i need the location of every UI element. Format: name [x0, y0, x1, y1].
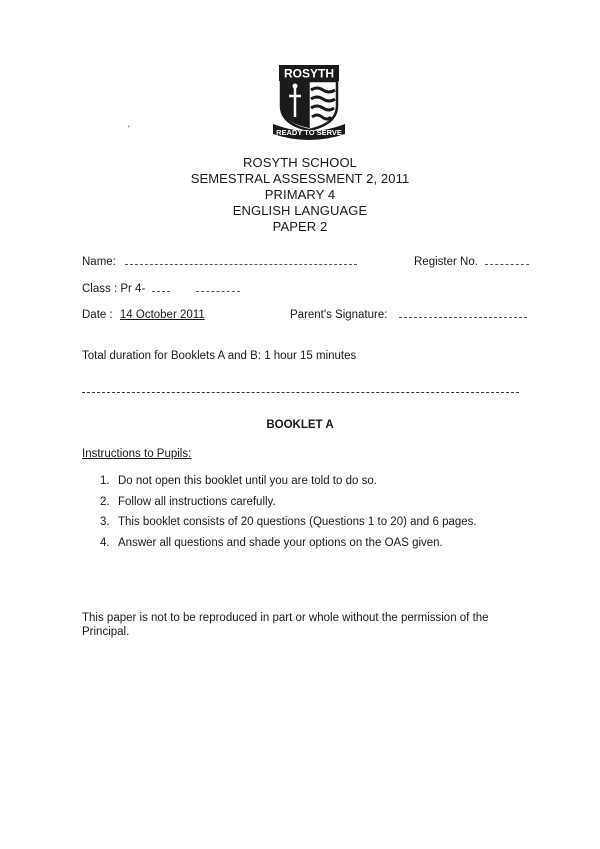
stray-mark: ': [128, 124, 130, 134]
title-block: [0, 155, 600, 235]
school-crest-logo: [271, 62, 347, 140]
subject-title: ENGLISH LANGUAGE: [232, 203, 368, 218]
name-field[interactable]: [125, 256, 357, 265]
signature-field[interactable]: [399, 309, 527, 318]
instruction-number: 1.: [100, 475, 110, 487]
instruction-text: Follow all instructions carefully.: [118, 495, 276, 508]
section-divider: [82, 392, 519, 393]
instruction-text: Do not open this booklet until you are told to do so.: [118, 475, 377, 487]
level-title: PRIMARY 4: [264, 187, 336, 202]
instruction-item: [100, 536, 477, 557]
crest-motto: READY TO SERVE: [276, 128, 342, 137]
instruction-number: 2.: [100, 495, 110, 508]
school-name: ROSYTH SCHOOL: [243, 155, 357, 170]
assessment-title: SEMESTRAL ASSESSMENT 2, 2011: [190, 171, 410, 186]
register-field[interactable]: [485, 256, 529, 265]
name-row: [82, 256, 357, 268]
register-row: [414, 256, 529, 268]
instruction-number: 3.: [100, 516, 110, 528]
name-label: Name:: [82, 256, 116, 268]
copyright-notice: This paper is not to be reproduced in part or whole without the permission of the Principal.: [82, 612, 489, 638]
register-label: Register No.: [414, 256, 478, 268]
instructions-heading: Instructions to Pupils:: [82, 448, 192, 460]
date-value: 14 October 2011: [119, 309, 205, 321]
signature-label: Parent's Signature:: [290, 309, 388, 321]
class-teacher-field[interactable]: [196, 283, 240, 292]
instruction-item: [100, 515, 477, 536]
date-label: Date :: [82, 309, 113, 321]
instruction-text: This booklet consists of 20 questions (Questions 1 to 20) and 6 pages.: [118, 516, 477, 528]
instruction-number: 4.: [100, 536, 110, 549]
instructions-list: [100, 474, 477, 556]
class-row: [82, 283, 240, 295]
date-row: [82, 309, 205, 321]
duration-text: Total duration for Booklets A and B: 1 hour 15 minutes: [82, 350, 357, 362]
paper-title: PAPER 2: [272, 219, 328, 234]
instruction-item: [100, 495, 477, 516]
class-field[interactable]: [152, 283, 170, 292]
signature-row: [290, 309, 527, 321]
class-label: Class :: [82, 283, 118, 295]
instruction-item: [100, 474, 477, 495]
crest-top-text: ROSYTH: [283, 66, 335, 81]
class-value: Pr 4-: [120, 283, 146, 295]
booklet-title: BOOKLET A: [266, 419, 334, 431]
instruction-text: Answer all questions and shade your options on the OAS given.: [118, 536, 443, 549]
